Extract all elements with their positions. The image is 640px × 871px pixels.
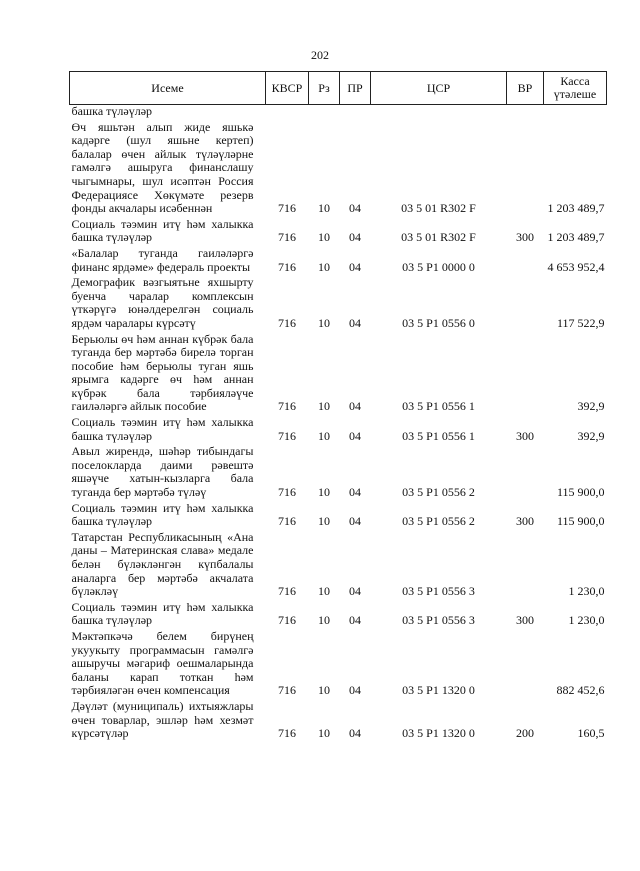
cell-csr: 03 5 P1 0556 0 <box>402 315 475 330</box>
cell-amount: 882 452,6 <box>556 683 605 698</box>
cell-name: Социаль тәэмин итү һәм халыкка башка түләүләр <box>71 500 254 529</box>
cell-amount: 392,9 <box>577 428 605 443</box>
table-row <box>70 274 607 330</box>
cell-kvsr: 716 <box>278 726 296 741</box>
table-row <box>70 529 607 599</box>
cell-vr <box>507 628 544 698</box>
cell-vr: 200 <box>516 726 534 741</box>
cell-amount: 115 900,0 <box>556 514 605 529</box>
cell-amount <box>544 105 607 119</box>
table-row <box>70 245 607 274</box>
cell-rz: 10 <box>318 428 330 443</box>
header-pr: ПР <box>340 72 371 105</box>
budget-table-container <box>69 71 606 741</box>
cell-pr: 04 <box>349 514 361 529</box>
cell-name: Социаль тәэмин итү һәм халыкка башка түләүләр <box>71 599 254 628</box>
cell-name: Авыл жирендә, шәһәр тибындагы поселокларда даими рәвештә яшәүче хатын-кызларга бала туганда бер мәртәбә түләү <box>71 444 254 500</box>
cell-amount: 1 203 489,7 <box>547 201 605 216</box>
cell-csr <box>371 105 507 119</box>
budget-table <box>69 71 607 741</box>
cell-rz: 10 <box>318 399 330 414</box>
cell-pr: 04 <box>349 399 361 414</box>
cell-amount: 115 900,0 <box>556 485 605 500</box>
cell-csr: 03 5 P1 0556 1 <box>402 399 475 414</box>
cell-amount: 4 653 952,4 <box>547 259 605 274</box>
cell-rz: 10 <box>318 201 330 216</box>
cell-vr: 300 <box>516 428 534 443</box>
cell-vr: 300 <box>516 613 534 628</box>
cell-rz: 10 <box>318 726 330 741</box>
cell-name: Татарстан Республикасының «Ана даны – Материнская слава» медале белән бүләкләнгән күпбалалы аналарга бер мәртәбә акчалата бүләкләү <box>71 529 254 599</box>
table-row <box>70 105 607 119</box>
table-row <box>70 698 607 741</box>
header-amount: Касса үтәлеше <box>544 72 607 105</box>
cell-rz: 10 <box>318 683 330 698</box>
table-row <box>70 331 607 415</box>
cell-kvsr: 716 <box>278 514 296 529</box>
cell-rz: 10 <box>318 230 330 245</box>
cell-csr: 03 5 P1 1320 0 <box>402 683 475 698</box>
cell-amount: 1 203 489,7 <box>547 230 605 245</box>
cell-kvsr: 716 <box>278 584 296 599</box>
cell-name: Дәүләт (муниципаль) ихтыяжлары өчен товарлар, эшләр һәм хезмәт күрсәтүләр <box>71 698 254 741</box>
cell-pr: 04 <box>349 485 361 500</box>
cell-kvsr: 716 <box>278 399 296 414</box>
cell-vr <box>507 245 544 274</box>
cell-name: Өч яшьтән алып жиде яшькә кадәрге (шул яшьне кертеп) балалар өчен айлык түләүләрне гамәлгә ашыруга финанслашу чыгымнары, шул исәптән Россия Федерациясе Хөкүмәте резерв фонды акчалары исәбеннән <box>71 119 254 216</box>
header-rz: Рз <box>309 72 340 105</box>
cell-rz: 10 <box>318 514 330 529</box>
cell-pr: 04 <box>349 201 361 216</box>
cell-csr: 03 5 P1 0556 2 <box>402 514 475 529</box>
cell-rz: 10 <box>318 485 330 500</box>
cell-vr: 300 <box>516 514 534 529</box>
page-number: 202 <box>311 48 329 62</box>
cell-pr: 04 <box>349 584 361 599</box>
cell-pr: 04 <box>349 315 361 330</box>
table-row <box>70 443 607 499</box>
table-row <box>70 216 607 245</box>
cell-amount: 1 230,0 <box>568 613 605 628</box>
cell-vr <box>507 443 544 499</box>
cell-csr: 03 5 P1 0556 3 <box>402 613 475 628</box>
cell-name: башка түләүләр <box>71 104 153 118</box>
table-row <box>70 599 607 628</box>
cell-name: Демографик вәзгыятьне яхшырту буенча чаралар комплексын үткәрүгә юнәлдерелгән социаль ярдәм чаралары күрсәтү <box>71 275 254 330</box>
cell-amount: 117 522,9 <box>556 315 605 330</box>
header-name: Исеме <box>70 72 266 105</box>
cell-name: Мәктәпкәчә белем бирүнең укуукыту программасын гамәлгә ашыручы мәгариф оешмаларында баланы карап тоткан һәм тәрбияләгән өчен компенсация <box>71 628 254 698</box>
cell-amount: 160,5 <box>577 726 605 741</box>
cell-rz <box>309 105 340 119</box>
header-vr: ВР <box>507 72 544 105</box>
cell-csr: 03 5 P1 0556 1 <box>402 428 475 443</box>
cell-pr <box>340 105 371 119</box>
table-row <box>70 628 607 698</box>
cell-csr: 03 5 01 R302 F <box>401 230 476 245</box>
cell-kvsr: 716 <box>278 485 296 500</box>
cell-pr: 04 <box>349 683 361 698</box>
cell-name: Социаль тәэмин итү һәм халыкка башка түләүләр <box>71 415 254 443</box>
cell-csr: 03 5 01 R302 F <box>401 201 476 216</box>
cell-name: Берьюлы өч һәм аннан күбрәк бала туганда бер мәртәбә бирелә торган пособие һәм берьюлы туган яшь ярымга кадәрге өч һәм аннан күбрәк бала тәрбияләүче гаиләләргә айлык пособие <box>71 331 254 414</box>
cell-kvsr <box>266 105 309 119</box>
cell-kvsr: 716 <box>278 201 296 216</box>
cell-kvsr: 716 <box>278 315 296 330</box>
cell-vr <box>507 529 544 599</box>
cell-rz: 10 <box>318 315 330 330</box>
header-kvsr: КВСР <box>266 72 309 105</box>
table-header <box>70 72 607 105</box>
cell-amount: 392,9 <box>577 399 605 414</box>
cell-csr: 03 5 P1 0556 2 <box>402 485 475 500</box>
cell-kvsr: 716 <box>278 259 296 274</box>
cell-csr: 03 5 P1 0556 3 <box>402 584 475 599</box>
cell-csr: 03 5 P1 0000 0 <box>402 259 475 274</box>
cell-pr: 04 <box>349 230 361 245</box>
cell-name: Социаль тәэмин итү һәм халыкка башка түләүләр <box>71 216 254 245</box>
cell-csr: 03 5 P1 1320 0 <box>402 726 475 741</box>
cell-pr: 04 <box>349 726 361 741</box>
cell-vr: 300 <box>516 230 534 245</box>
table-row <box>70 500 607 529</box>
cell-vr <box>507 331 544 415</box>
cell-rz: 10 <box>318 613 330 628</box>
header-csr: ЦСР <box>371 72 507 105</box>
cell-pr: 04 <box>349 428 361 443</box>
cell-kvsr: 716 <box>278 230 296 245</box>
table-body <box>70 105 607 741</box>
cell-rz: 10 <box>318 584 330 599</box>
cell-pr: 04 <box>349 613 361 628</box>
cell-vr <box>507 274 544 330</box>
cell-rz: 10 <box>318 259 330 274</box>
cell-kvsr: 716 <box>278 683 296 698</box>
table-row <box>70 414 607 443</box>
cell-pr: 04 <box>349 259 361 274</box>
cell-vr <box>507 119 544 216</box>
table-row <box>70 119 607 216</box>
cell-amount: 1 230,0 <box>568 584 605 599</box>
cell-kvsr: 716 <box>278 428 296 443</box>
cell-name: «Балалар туганда гаиләләргә финанс ярдәме» федераль проекты <box>71 245 254 274</box>
cell-kvsr: 716 <box>278 613 296 628</box>
cell-vr <box>507 105 544 119</box>
